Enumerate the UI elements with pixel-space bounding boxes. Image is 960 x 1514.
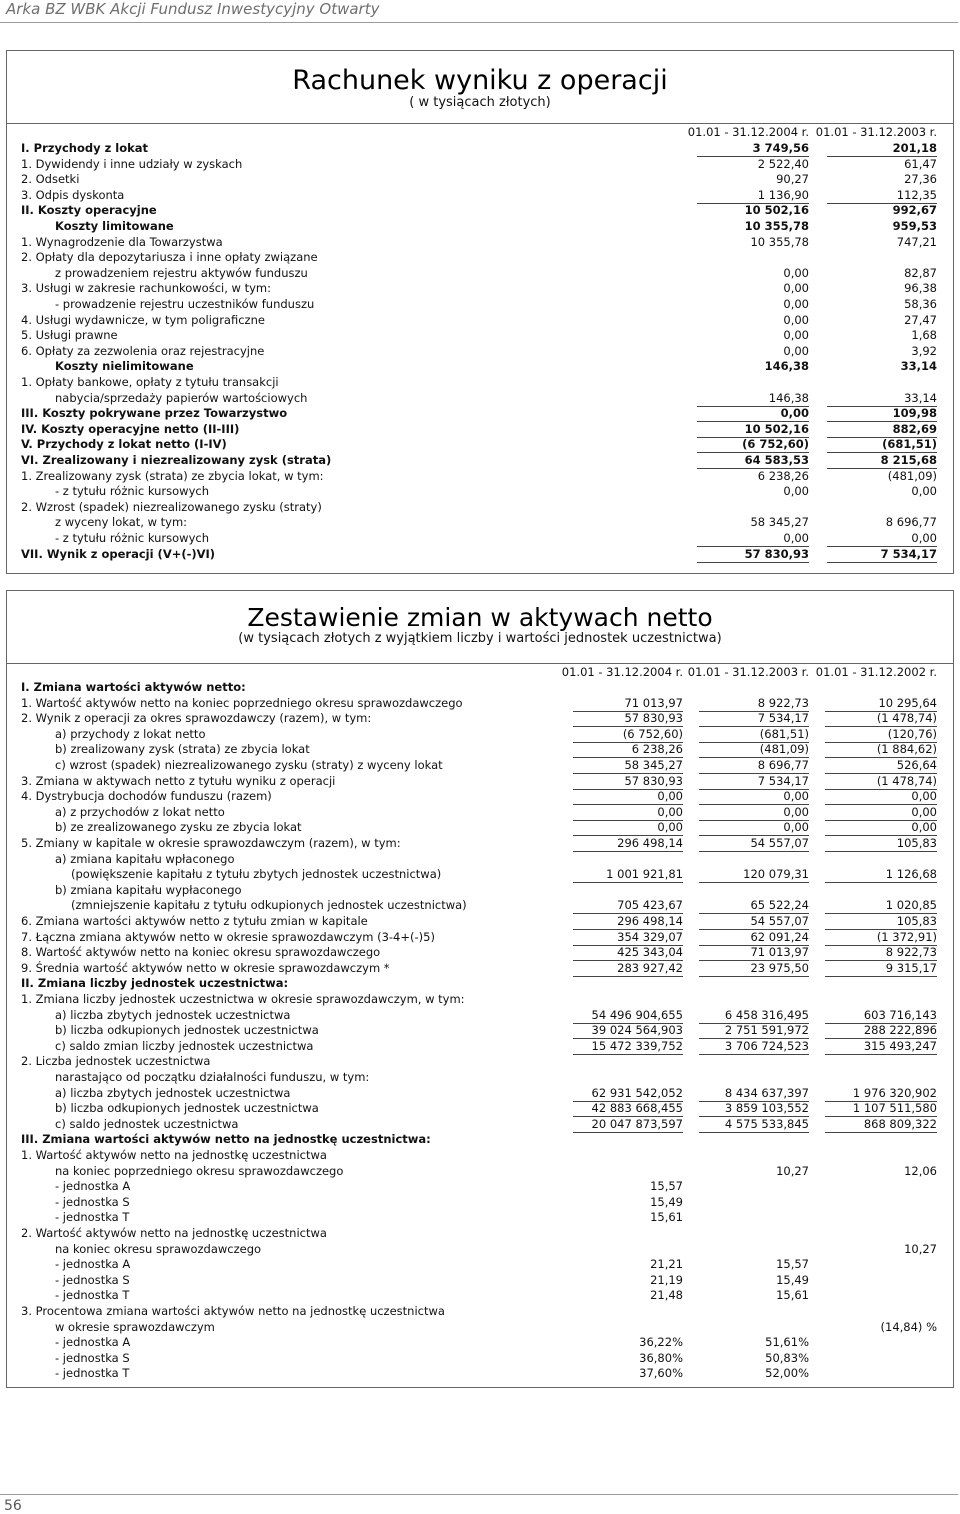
row-value-2003: (481,09) bbox=[699, 742, 809, 758]
row-label: - jednostka A bbox=[55, 1257, 131, 1272]
table-row bbox=[7, 437, 953, 452]
table-row bbox=[7, 836, 953, 851]
table-row bbox=[7, 328, 953, 343]
row-label: 4. Usługi wydawnicze, w tym poligraficzne bbox=[21, 312, 265, 327]
table-row bbox=[7, 930, 953, 945]
table-row bbox=[7, 203, 953, 218]
row-value-2004: 20 047 873,597 bbox=[573, 1117, 683, 1133]
table-row bbox=[7, 805, 953, 820]
table-row bbox=[7, 188, 953, 203]
page-number: 56 bbox=[4, 1498, 22, 1514]
table-row bbox=[7, 867, 953, 882]
row-label: 3. Zmiana w aktywach netto z tytułu wyniku z operacji bbox=[21, 773, 336, 788]
row-value-2004: 15,61 bbox=[650, 1210, 683, 1225]
table-row bbox=[7, 406, 953, 421]
row-label: z wyceny lokat, w tym: bbox=[55, 515, 188, 530]
table-row bbox=[7, 313, 953, 328]
row-value-2004: 3 749,56 bbox=[697, 141, 809, 157]
table-row bbox=[7, 1023, 953, 1038]
table-row bbox=[7, 1288, 953, 1303]
row-value-2003: (681,51) bbox=[827, 437, 937, 453]
row-label: 1. Zrealizowany zysk (strata) ze zbycia lokat, w tym: bbox=[21, 468, 324, 483]
row-value-2003: 23 975,50 bbox=[699, 961, 809, 977]
row-value-2004: 58 345,27 bbox=[573, 758, 683, 774]
row-label: (zmniejszenie kapitału z tytułu odkupionych jednostek uczestnictwa) bbox=[71, 898, 467, 913]
divider bbox=[7, 123, 953, 124]
net-assets-title: Zestawienie zmian w aktywach netto bbox=[247, 603, 713, 632]
row-value-2004: 10 355,78 bbox=[750, 234, 809, 249]
row-value-2003: 71 013,97 bbox=[699, 945, 809, 961]
row-value-2002: 1 976 320,902 bbox=[825, 1086, 937, 1102]
row-value-2004: 354 329,07 bbox=[573, 930, 683, 946]
row-value-2004: (6 752,60) bbox=[697, 437, 809, 453]
table-row bbox=[7, 1226, 953, 1241]
row-value-2003: 62 091,24 bbox=[699, 930, 809, 946]
table-row bbox=[7, 1101, 953, 1116]
row-value-2004: 21,21 bbox=[650, 1257, 683, 1272]
row-value-2003: 7 534,17 bbox=[827, 547, 937, 563]
row-label: 7. Łączna zmiana aktywów netto w okresie sprawozdawczym (3-4+(-)5) bbox=[21, 929, 435, 944]
row-value-2004: 36,80% bbox=[639, 1350, 683, 1365]
row-value-2004: (6 752,60) bbox=[573, 727, 683, 743]
row-value-2003: 61,47 bbox=[904, 156, 937, 171]
row-value-2003: 10,27 bbox=[776, 1163, 809, 1178]
row-value-2004: 71 013,97 bbox=[573, 696, 683, 712]
row-value-2004: 146,38 bbox=[697, 391, 809, 407]
row-label: na koniec okresu sprawozdawczego bbox=[55, 1241, 262, 1256]
row-label: 2. Liczba jednostek uczestnictwa bbox=[21, 1054, 211, 1069]
row-value-2002: 12,06 bbox=[904, 1163, 937, 1178]
row-value-2002: 105,83 bbox=[825, 914, 937, 930]
row-label: - jednostka S bbox=[55, 1350, 130, 1365]
row-value-2002: (1 884,62) bbox=[825, 742, 937, 758]
column-header-2004: 01.01 - 31.12.2004 r. bbox=[687, 125, 809, 139]
table-row bbox=[7, 742, 953, 757]
table-row bbox=[7, 945, 953, 960]
table-row bbox=[7, 1054, 953, 1069]
table-row bbox=[7, 898, 953, 913]
row-value-2002: (120,76) bbox=[825, 727, 937, 743]
row-value-2004: 10 502,16 bbox=[744, 203, 809, 218]
table-row bbox=[7, 1039, 953, 1054]
row-value-2002: 0,00 bbox=[825, 789, 937, 805]
row-label: 3. Procentowa zmiana wartości aktywów netto na jednostkę uczestnictwa bbox=[21, 1304, 445, 1318]
row-value-2004: 21,48 bbox=[650, 1288, 683, 1303]
table-row bbox=[7, 250, 953, 265]
row-value-2004: 296 498,14 bbox=[573, 836, 683, 852]
row-value-2004: 0,00 bbox=[697, 531, 809, 547]
row-value-2002: 1 126,68 bbox=[825, 867, 937, 883]
table-row bbox=[7, 141, 953, 156]
row-value-2003: 96,38 bbox=[904, 281, 937, 296]
row-label: 1. Wynagrodzenie dla Towarzystwa bbox=[21, 234, 223, 249]
row-value-2004: 10 502,16 bbox=[697, 422, 809, 438]
row-label: w okresie sprawozdawczym bbox=[55, 1319, 215, 1334]
column-header-2004: 01.01 - 31.12.2004 r. bbox=[561, 665, 683, 679]
row-label: - jednostka T bbox=[55, 1210, 130, 1225]
row-value-2004: 0,00 bbox=[573, 805, 683, 821]
table-row bbox=[7, 1195, 953, 1210]
page-footer bbox=[0, 1494, 958, 1514]
row-label: 1. Wartość aktywów netto na koniec poprzedniego okresu sprawozdawczego bbox=[21, 695, 463, 710]
row-value-2004: 6 238,26 bbox=[757, 468, 809, 483]
row-value-2003: 4 575 533,845 bbox=[699, 1117, 809, 1133]
row-value-2002: (14,84) % bbox=[880, 1319, 937, 1334]
row-label: 2. Wzrost (spadek) niezrealizowanego zysku (straty) bbox=[21, 499, 322, 514]
row-value-2003: 3 859 103,552 bbox=[699, 1101, 809, 1117]
row-value-2003: 120 079,31 bbox=[699, 867, 809, 883]
row-value-2004: 0,00 bbox=[783, 297, 809, 311]
column-header-2003: 01.01 - 31.12.2003 r. bbox=[815, 125, 937, 139]
row-label: nabycia/sprzedaży papierów wartościowych bbox=[55, 390, 308, 405]
row-value-2002: 0,00 bbox=[825, 820, 937, 836]
row-label: I. Przychody z lokat bbox=[21, 141, 149, 155]
row-label: na koniec poprzedniego okresu sprawozdawczego bbox=[55, 1163, 344, 1178]
row-value-2002: 9 315,17 bbox=[825, 961, 937, 977]
income-statement-column-headers bbox=[7, 125, 953, 140]
table-row bbox=[7, 391, 953, 406]
row-value-2003: 8 922,73 bbox=[699, 696, 809, 712]
row-value-2004: 64 583,53 bbox=[697, 453, 809, 469]
income-statement-title: Rachunek wyniku z operacji bbox=[292, 65, 668, 96]
row-value-2004: 15,49 bbox=[650, 1194, 683, 1209]
table-row bbox=[7, 1366, 953, 1381]
row-value-2003: 8 215,68 bbox=[827, 453, 937, 469]
row-value-2003: 82,87 bbox=[904, 265, 937, 280]
row-value-2004: 0,00 bbox=[573, 789, 683, 805]
row-value-2004: 10 355,78 bbox=[744, 219, 809, 233]
row-value-2003: 52,00% bbox=[765, 1366, 809, 1381]
table-row bbox=[7, 375, 953, 390]
row-value-2003: (681,51) bbox=[699, 727, 809, 743]
row-value-2004: 0,00 bbox=[697, 406, 809, 422]
row-value-2003: 0,00 bbox=[699, 789, 809, 805]
row-label: V. Przychody z lokat netto (I-IV) bbox=[21, 437, 227, 452]
row-label: - jednostka S bbox=[55, 1272, 130, 1287]
table-row bbox=[7, 1008, 953, 1023]
row-value-2004: 0,00 bbox=[783, 265, 809, 280]
row-value-2003: 54 557,07 bbox=[699, 914, 809, 930]
row-label: - jednostka T bbox=[55, 1366, 130, 1381]
table-row bbox=[7, 1086, 953, 1101]
row-value-2003: 15,57 bbox=[776, 1257, 809, 1272]
row-label: 1. Opłaty bankowe, opłaty z tytułu transakcji bbox=[21, 375, 279, 389]
row-value-2004: 6 238,26 bbox=[573, 742, 683, 758]
row-value-2003: 8 434 637,397 bbox=[699, 1086, 809, 1102]
row-label: 8. Wartość aktywów netto na koniec okresu sprawozdawczego bbox=[21, 945, 381, 960]
table-row bbox=[7, 883, 953, 898]
table-row bbox=[7, 422, 953, 437]
row-value-2004: 296 498,14 bbox=[573, 914, 683, 930]
table-row bbox=[7, 1257, 953, 1272]
row-label: III. Zmiana wartości aktywów netto na jednostkę uczestnictwa: bbox=[21, 1132, 431, 1147]
row-label: 3. Usługi w zakresie rachunkowości, w tym: bbox=[21, 281, 271, 296]
row-value-2003: 27,36 bbox=[904, 172, 937, 187]
row-value-2003: 0,00 bbox=[911, 484, 937, 499]
row-value-2002: 1 020,85 bbox=[825, 898, 937, 914]
table-row bbox=[7, 453, 953, 468]
row-value-2003: 992,67 bbox=[892, 203, 937, 218]
table-row bbox=[7, 266, 953, 281]
row-value-2004: 37,60% bbox=[639, 1366, 683, 1381]
net-assets-changes-panel bbox=[6, 590, 954, 1388]
row-value-2004: 36,22% bbox=[639, 1335, 683, 1350]
row-label: - z tytułu różnic kursowych bbox=[55, 531, 210, 545]
row-label: b) ze zrealizowanego zysku ze zbycia lokat bbox=[55, 820, 302, 835]
row-label: - jednostka A bbox=[55, 1179, 131, 1194]
row-value-2004: 0,00 bbox=[573, 820, 683, 836]
row-value-2004: 283 927,42 bbox=[573, 961, 683, 977]
row-label: c) saldo jednostek uczestnictwa bbox=[55, 1116, 239, 1131]
row-value-2003: 959,53 bbox=[892, 219, 937, 233]
table-row bbox=[7, 914, 953, 929]
row-value-2003: 2 751 591,972 bbox=[699, 1023, 809, 1039]
row-label: Koszty nielimitowane bbox=[55, 359, 194, 374]
row-value-2002: 0,00 bbox=[825, 805, 937, 821]
row-value-2003: 33,14 bbox=[900, 359, 937, 374]
row-value-2003: 15,49 bbox=[776, 1272, 809, 1287]
table-row bbox=[7, 297, 953, 312]
table-row bbox=[7, 1117, 953, 1132]
table-row bbox=[7, 1070, 953, 1085]
row-label: 5. Usługi prawne bbox=[21, 328, 118, 343]
table-row bbox=[7, 1179, 953, 1194]
table-row bbox=[7, 1242, 953, 1257]
row-value-2003: 112,35 bbox=[827, 188, 937, 204]
row-value-2002: 10 295,64 bbox=[825, 696, 937, 712]
row-value-2004: 146,38 bbox=[764, 359, 809, 374]
column-header-2002: 01.01 - 31.12.2002 r. bbox=[815, 665, 937, 679]
table-row bbox=[7, 774, 953, 789]
row-value-2003: 3,92 bbox=[911, 343, 937, 358]
row-value-2004: 705 423,67 bbox=[573, 898, 683, 914]
row-label: 1. Wartość aktywów netto na jednostkę uczestnictwa bbox=[21, 1148, 327, 1162]
column-header-2003: 01.01 - 31.12.2003 r. bbox=[687, 665, 809, 679]
row-value-2004: 57 830,93 bbox=[573, 774, 683, 790]
row-label: - z tytułu różnic kursowych bbox=[55, 484, 210, 499]
row-value-2003: 8 696,77 bbox=[699, 758, 809, 774]
row-label: 2. Odsetki bbox=[21, 172, 80, 187]
row-value-2003: 54 557,07 bbox=[699, 836, 809, 852]
row-value-2004: 0,00 bbox=[783, 312, 809, 327]
table-row bbox=[7, 281, 953, 296]
table-row bbox=[7, 1351, 953, 1366]
row-value-2002: (1 372,91) bbox=[825, 930, 937, 946]
table-row bbox=[7, 547, 953, 562]
row-label: a) zmiana kapitału wpłaconego bbox=[55, 851, 235, 866]
row-label: 2. Wynik z operacji za okres sprawozdawczy (razem), w tym: bbox=[21, 711, 372, 726]
row-value-2004: 1 136,90 bbox=[697, 188, 809, 204]
row-label: b) liczba odkupionych jednostek uczestnictwa bbox=[55, 1101, 319, 1116]
row-label: - jednostka S bbox=[55, 1194, 130, 1209]
table-row bbox=[7, 727, 953, 742]
row-label: a) z przychodów z lokat netto bbox=[55, 804, 225, 819]
row-label: c) wzrost (spadek) niezrealizowanego zysku (straty) z wyceny lokat bbox=[55, 758, 443, 772]
table-row bbox=[7, 1148, 953, 1163]
table-row bbox=[7, 961, 953, 976]
row-value-2003: 8 696,77 bbox=[885, 515, 937, 530]
row-label: IV. Koszty operacyjne netto (II-III) bbox=[21, 421, 240, 436]
row-value-2002: 315 493,247 bbox=[825, 1039, 937, 1055]
row-label: a) przychody z lokat netto bbox=[55, 726, 206, 741]
row-value-2003: 1,68 bbox=[911, 328, 937, 343]
row-label: 9. Średnia wartość aktywów netto w okresie sprawozdawczym * bbox=[21, 960, 390, 975]
row-value-2003: 3 706 724,523 bbox=[699, 1039, 809, 1055]
table-row bbox=[7, 1320, 953, 1335]
row-label: - jednostka A bbox=[55, 1335, 131, 1350]
table-row bbox=[7, 172, 953, 187]
table-row bbox=[7, 1335, 953, 1350]
row-value-2004: 425 343,04 bbox=[573, 945, 683, 961]
row-label: VI. Zrealizowany i niezrealizowany zysk (strata) bbox=[21, 453, 332, 467]
net-assets-subtitle: (w tysiącach złotych z wyjątkiem liczby i wartości jednostek uczestnictwa) bbox=[238, 631, 722, 646]
row-label: b) liczba odkupionych jednostek uczestnictwa bbox=[55, 1023, 319, 1038]
row-label: III. Koszty pokrywane przez Towarzystwo bbox=[21, 406, 288, 421]
row-label: 6. Opłaty za zezwolenia oraz rejestracyjne bbox=[21, 343, 265, 358]
table-row bbox=[7, 711, 953, 726]
row-value-2003: 109,98 bbox=[827, 406, 937, 422]
row-label: b) zmiana kapitału wypłaconego bbox=[55, 882, 242, 897]
row-value-2004: 54 496 904,655 bbox=[573, 1008, 683, 1024]
row-value-2004: 57 830,93 bbox=[573, 711, 683, 727]
table-row bbox=[7, 359, 953, 374]
row-label: narastająco od początku działalności funduszu, w tym: bbox=[55, 1070, 370, 1084]
table-row bbox=[7, 484, 953, 499]
row-label: 1. Dywidendy i inne udziały w zyskach bbox=[21, 156, 243, 171]
row-label: 4. Dystrybucja dochodów funduszu (razem) bbox=[21, 789, 272, 804]
row-value-2002: 1 107 511,580 bbox=[825, 1101, 937, 1117]
row-value-2004: 0,00 bbox=[783, 328, 809, 343]
table-row bbox=[7, 680, 953, 695]
table-row bbox=[7, 696, 953, 711]
fund-name: Arka BZ WBK Akcji Fundusz Inwestycyjny Otwarty bbox=[6, 0, 380, 18]
row-value-2004: 1 001 921,81 bbox=[573, 867, 683, 883]
row-value-2003: (481,09) bbox=[887, 468, 937, 483]
table-row bbox=[7, 1273, 953, 1288]
row-value-2002: 8 922,73 bbox=[825, 945, 937, 961]
row-value-2002: 526,64 bbox=[825, 758, 937, 774]
table-row bbox=[7, 1164, 953, 1179]
table-row bbox=[7, 515, 953, 530]
table-row bbox=[7, 820, 953, 835]
row-label: 2. Wartość aktywów netto na jednostkę uczestnictwa bbox=[21, 1226, 327, 1240]
row-label: Koszty limitowane bbox=[55, 219, 174, 233]
row-label: 5. Zmiany w kapitale w okresie sprawozdawczym (razem), w tym: bbox=[21, 836, 401, 850]
table-row bbox=[7, 531, 953, 546]
row-label: a) liczba zbytych jednostek uczestnictwa bbox=[55, 1007, 291, 1022]
row-value-2003: 6 458 316,495 bbox=[699, 1008, 809, 1024]
table-row bbox=[7, 235, 953, 250]
row-value-2003: 0,00 bbox=[699, 805, 809, 821]
row-value-2002: 288 222,896 bbox=[825, 1023, 937, 1039]
row-label: z prowadzeniem rejestru aktywów funduszu bbox=[55, 265, 308, 280]
row-value-2004: 15 472 339,752 bbox=[573, 1039, 683, 1055]
table-row bbox=[7, 1304, 953, 1319]
row-value-2003: 15,61 bbox=[776, 1288, 809, 1303]
row-label: c) saldo zmian liczby jednostek uczestnictwa bbox=[55, 1038, 314, 1053]
row-value-2003: 0,00 bbox=[699, 820, 809, 836]
table-row bbox=[7, 852, 953, 867]
row-value-2003: 201,18 bbox=[827, 141, 937, 157]
table-row bbox=[7, 1132, 953, 1147]
row-value-2003: 27,47 bbox=[904, 312, 937, 327]
row-label: I. Zmiana wartości aktywów netto: bbox=[21, 680, 246, 694]
row-value-2003: 7 534,17 bbox=[699, 711, 809, 727]
row-value-2004: 0,00 bbox=[783, 484, 809, 499]
row-value-2004: 0,00 bbox=[783, 281, 809, 296]
divider bbox=[7, 663, 953, 664]
row-value-2002: 105,83 bbox=[825, 836, 937, 852]
row-value-2002: 868 809,322 bbox=[825, 1117, 937, 1133]
row-value-2003: 7 534,17 bbox=[699, 774, 809, 790]
row-label: VII. Wynik z operacji (V+(-)VI) bbox=[21, 546, 216, 561]
row-label: a) liczba zbytych jednostek uczestnictwa bbox=[55, 1085, 291, 1100]
row-value-2002: (1 478,74) bbox=[825, 774, 937, 790]
table-row bbox=[7, 789, 953, 804]
row-label: b) zrealizowany zysk (strata) ze zbycia lokat bbox=[55, 742, 310, 757]
row-value-2004: 58 345,27 bbox=[750, 515, 809, 530]
row-label: 2. Opłaty dla depozytariusza i inne opłaty związane bbox=[21, 250, 318, 265]
income-statement-subtitle: ( w tysiącach złotych) bbox=[409, 95, 551, 110]
row-value-2004: 42 883 668,455 bbox=[573, 1101, 683, 1117]
row-label: - jednostka T bbox=[55, 1288, 130, 1303]
row-value-2003: 65 522,24 bbox=[699, 898, 809, 914]
row-value-2002: 10,27 bbox=[904, 1241, 937, 1256]
row-value-2003: 50,83% bbox=[765, 1350, 809, 1365]
row-value-2004: 39 024 564,903 bbox=[573, 1023, 683, 1039]
row-value-2002: (1 478,74) bbox=[825, 711, 937, 727]
table-row bbox=[7, 469, 953, 484]
row-value-2004: 15,57 bbox=[650, 1179, 683, 1194]
row-value-2003: 51,61% bbox=[765, 1335, 809, 1350]
page-header bbox=[0, 0, 958, 23]
row-label: 3. Odpis dyskonta bbox=[21, 187, 125, 202]
table-row bbox=[7, 344, 953, 359]
table-row bbox=[7, 157, 953, 172]
row-value-2004: 90,27 bbox=[776, 172, 809, 187]
table-row bbox=[7, 219, 953, 234]
net-assets-column-headers bbox=[7, 665, 953, 680]
row-label: (powiększenie kapitału z tytułu zbytych jednostek uczestnictwa) bbox=[71, 867, 442, 882]
row-value-2003: 747,21 bbox=[896, 234, 937, 249]
row-label: 6. Zmiana wartości aktywów netto z tytułu zmian w kapitale bbox=[21, 914, 368, 928]
table-row bbox=[7, 500, 953, 515]
row-label: 1. Zmiana liczby jednostek uczestnictwa w okresie sprawozdawczym, w tym: bbox=[21, 992, 465, 1006]
row-label: II. Zmiana liczby jednostek uczestnictwa: bbox=[21, 976, 289, 991]
row-value-2002: 603 716,143 bbox=[825, 1008, 937, 1024]
row-label: - prowadzenie rejestru uczestników funduszu bbox=[55, 297, 315, 311]
row-value-2004: 0,00 bbox=[783, 343, 809, 358]
row-value-2003: 882,69 bbox=[827, 422, 937, 438]
row-label: II. Koszty operacyjne bbox=[21, 203, 157, 218]
income-statement-panel bbox=[6, 50, 954, 574]
row-value-2003: 58,36 bbox=[904, 297, 937, 311]
row-value-2003: 33,14 bbox=[827, 391, 937, 407]
table-row bbox=[7, 758, 953, 773]
table-row bbox=[7, 992, 953, 1007]
table-row bbox=[7, 976, 953, 991]
row-value-2004: 62 931 542,052 bbox=[573, 1086, 683, 1102]
row-value-2004: 2 522,40 bbox=[757, 156, 809, 171]
row-value-2004: 57 830,93 bbox=[697, 547, 809, 563]
row-value-2004: 21,19 bbox=[650, 1272, 683, 1287]
table-row bbox=[7, 1210, 953, 1225]
row-value-2003: 0,00 bbox=[827, 531, 937, 547]
